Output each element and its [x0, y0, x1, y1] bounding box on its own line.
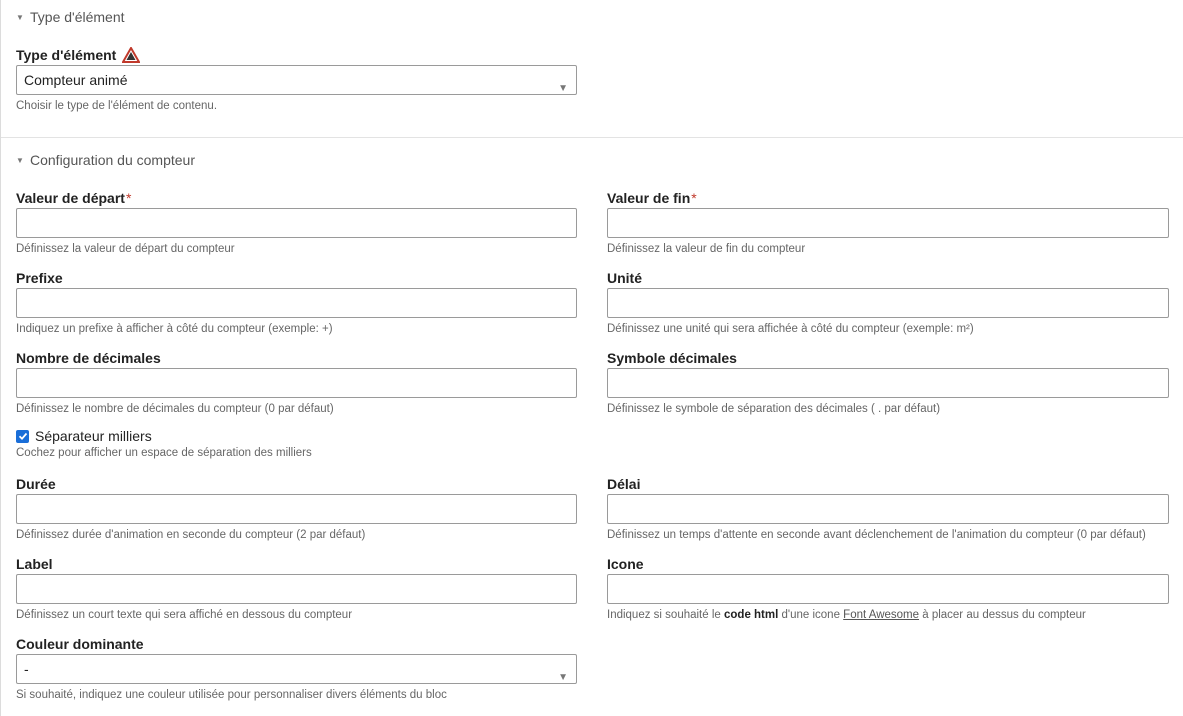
thousands-separator-label[interactable]: Séparateur milliers: [35, 428, 152, 444]
icon-input[interactable]: [607, 574, 1169, 604]
decimals-field: [16, 349, 577, 415]
decimal-symbol-input[interactable]: [607, 368, 1169, 398]
decimals-input[interactable]: [16, 368, 577, 398]
end-value-field: [607, 189, 1169, 255]
help-text: Indiquez si souhaité le: [607, 609, 724, 621]
section-type-header[interactable]: [16, 9, 125, 25]
field-label: Couleur dominante: [16, 636, 144, 652]
field-label: Icone: [607, 556, 644, 572]
field-label: Label: [16, 556, 53, 572]
thousands-separator-checkbox[interactable]: [16, 430, 29, 443]
field-help: [607, 609, 1169, 621]
help-text: à placer au dessus du compteur: [919, 609, 1086, 621]
field-help: Définissez un temps d'attente en seconde avant déclenchement de l'animation du compteur (0 par défaut): [607, 529, 1146, 541]
thousands-separator-help: Cochez pour afficher un espace de séparation des milliers: [16, 447, 312, 459]
chevron-down-icon: ▼: [558, 83, 568, 94]
color-field: [16, 635, 577, 701]
prefix-field: [16, 269, 577, 335]
duration-field: [16, 475, 577, 541]
decimal-symbol-field: [607, 349, 1169, 415]
checkmark-icon: [18, 431, 28, 441]
selected-value: Compteur animé: [24, 72, 128, 88]
section-config-header[interactable]: [16, 152, 195, 168]
field-label: [607, 189, 1169, 207]
field-help: Définissez la valeur de fin du compteur: [607, 243, 806, 255]
field-help: Si souhaité, indiquez une couleur utilisée pour personnaliser divers éléments du bloc: [16, 689, 447, 701]
required-marker: *: [125, 190, 132, 206]
label-input[interactable]: [16, 574, 577, 604]
font-awesome-link[interactable]: Font Awesome: [843, 609, 920, 621]
element-type-help: Choisir le type de l'élément de contenu.: [16, 100, 218, 112]
thousands-separator-row: [16, 428, 152, 444]
delay-input[interactable]: [607, 494, 1169, 524]
section-divider: [1, 137, 1183, 138]
field-label: Durée: [16, 476, 56, 492]
field-label: Symbole décimales: [607, 350, 737, 366]
label-field: [16, 555, 577, 621]
duration-input[interactable]: [16, 494, 577, 524]
field-help: Définissez le nombre de décimales du compteur (0 par défaut): [16, 403, 334, 415]
help-bold: code html: [724, 609, 779, 621]
warning-icon: [122, 47, 140, 63]
field-label: [16, 189, 577, 207]
section-title: Type d'élément: [30, 9, 125, 25]
required-marker: *: [691, 190, 697, 206]
triangle-down-icon: ▼: [16, 155, 24, 165]
left-border: [0, 0, 1, 716]
start-value-input[interactable]: [16, 208, 577, 238]
field-help: Définissez le symbole de séparation des décimales ( . par défaut): [607, 403, 941, 415]
start-value-field: [16, 189, 577, 255]
end-value-input[interactable]: [607, 208, 1169, 238]
field-help: Définissez la valeur de départ du compteur: [16, 243, 235, 255]
unit-input[interactable]: [607, 288, 1169, 318]
field-help: Définissez un court texte qui sera affiché en dessous du compteur: [16, 609, 353, 621]
field-label: Unité: [607, 270, 642, 286]
field-help: Indiquez un prefixe à afficher à côté du compteur (exemple: +): [16, 323, 333, 335]
field-label: Prefixe: [16, 270, 63, 286]
field-label: Délai: [607, 476, 641, 492]
triangle-down-icon: ▼: [16, 12, 24, 22]
help-text: d'une icone: [778, 609, 844, 621]
unit-field: [607, 269, 1169, 335]
color-select[interactable]: [16, 654, 577, 684]
section-title: Configuration du compteur: [30, 152, 195, 168]
chevron-down-icon: ▼: [558, 672, 568, 683]
element-type-select[interactable]: [16, 65, 577, 95]
field-label: [16, 46, 577, 64]
field-help: Définissez durée d'animation en seconde du compteur (2 par défaut): [16, 529, 366, 541]
field-label: Nombre de décimales: [16, 350, 161, 366]
label-text: Valeur de fin: [607, 190, 691, 206]
element-type-label: Type d'élément: [16, 47, 117, 63]
element-type-field: [16, 46, 577, 112]
field-help: Définissez une unité qui sera affichée à côté du compteur (exemple: m²): [607, 323, 974, 335]
icon-field: [607, 555, 1169, 621]
label-text: Valeur de départ: [16, 190, 125, 206]
delay-field: [607, 475, 1169, 541]
prefix-input[interactable]: [16, 288, 577, 318]
selected-value: -: [24, 661, 29, 677]
